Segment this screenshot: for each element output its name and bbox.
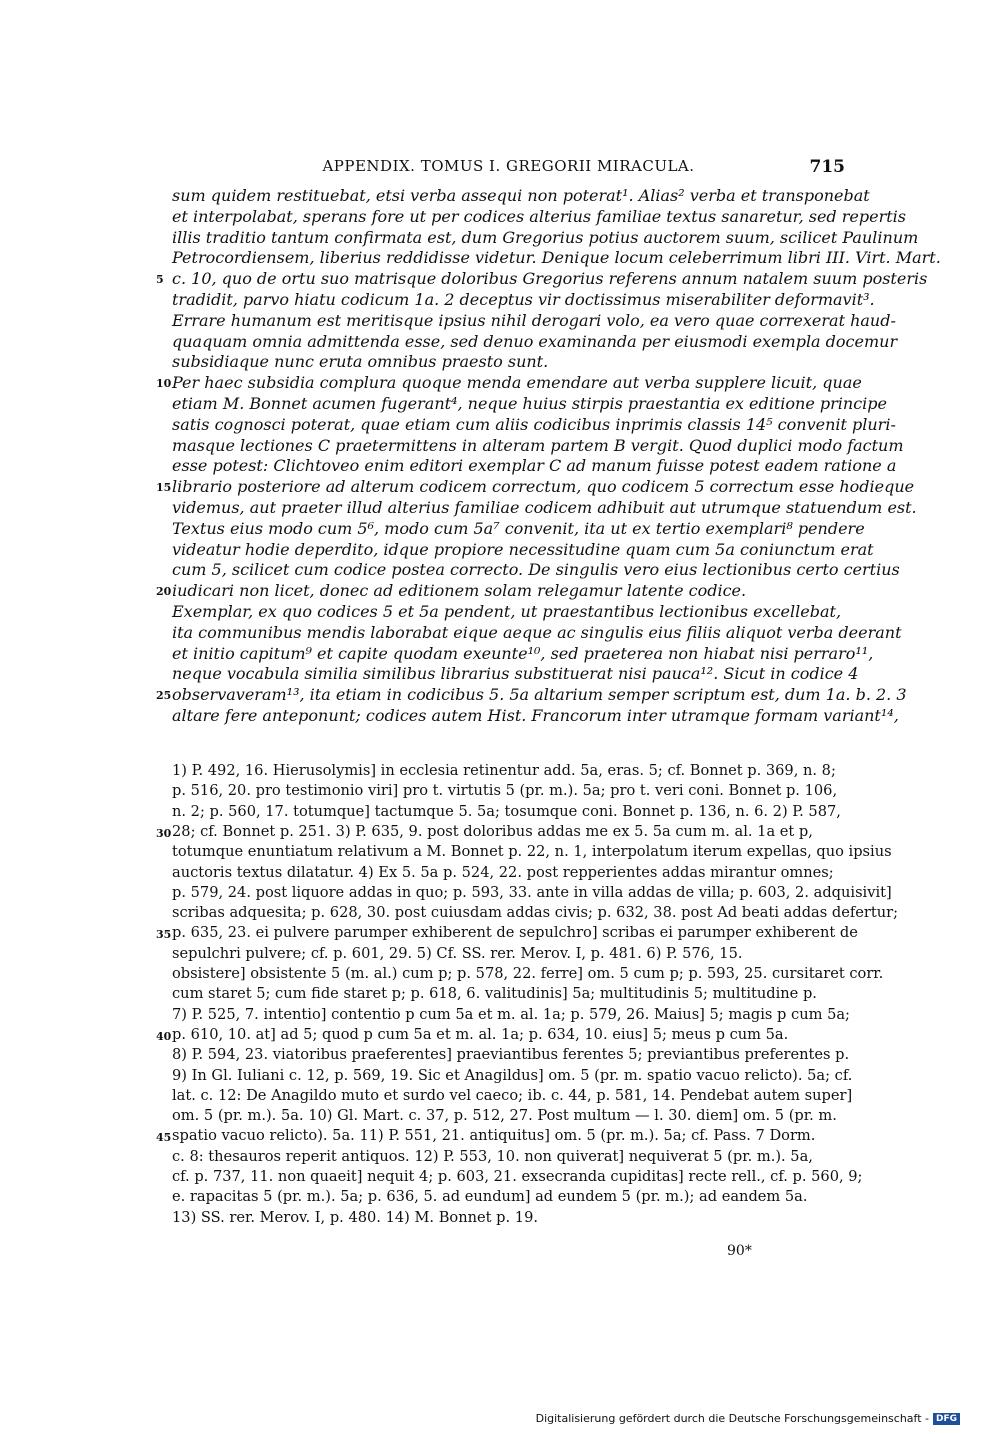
footnote-line: e. rapacitas 5 (pr. m.). 5a; p. 636, 5. ad eundum] ad eundem 5 (pr. m.); ad eandem 5a. [172, 1188, 808, 1206]
body-line: videmus, aut praeter illud alterius familiae codicem adhibuit aut utrumque statuendum est. [172, 498, 917, 517]
dfg-logo: DFG [933, 1413, 960, 1425]
body-line: librario posteriore ad alterum codicem correctum, quo codicem 5 correctum esse hodieque [172, 477, 915, 497]
body-line: iudicari non licet, donec ad editionem solam relegamur latente codice. [172, 581, 747, 601]
footnote-line: cum staret 5; cum fide staret p; p. 618, 6. valitudinis] 5a; multitudinis 5; multitudine p. [172, 985, 817, 1003]
body-line: Petrocordiensem, liberius reddidisse videtur. Denique locum celeberrimum libri III. Virt. Mart. [172, 248, 941, 268]
line-number: 35 [156, 928, 172, 942]
line-number: 40 [156, 1029, 172, 1043]
footnote-line: p. 635, 23. ei pulvere parumper exhiberent de sepulchro] scribas ei parumper exhiberent de [172, 924, 858, 942]
body-line: et initio capitum⁹ et capite quodam exeunte¹⁰, sed praeterea non hiabat nisi perraro¹¹, [172, 643, 874, 663]
footnote-line: 7) P. 525, 7. intentio] contentio p cum 5a et m. al. 1a; p. 579, 26. Maius] 5; magis p cum 5a; [172, 1005, 850, 1023]
footnote-line: obsistere] obsistente 5 (m. al.) cum p; p. 578, 22. ferre] om. 5 cum p; p. 593, 25. cursitaret corr. [172, 965, 884, 982]
footnote-line: 1) P. 492, 16. Hierusolymis] in ecclesia retinentur add. 5a, eras. 5; cf. Bonnet p. 369, n. 8; [172, 762, 836, 779]
body-line: masque lectiones C praetermittens in alteram partem B vergit. Quod duplici modo factum [172, 435, 904, 455]
running-header [172, 157, 845, 181]
body-line: Errare humanum est meritisque ipsius nihil derogari volo, ea vero quae correxerat haud- [172, 310, 896, 330]
line-number: 45 [156, 1131, 172, 1145]
signature-mark: 90* [727, 1243, 752, 1259]
header-title: APPENDIX. TOMUS I. GREGORII MIRACULA. [322, 157, 695, 175]
line-number: 10 [156, 377, 172, 391]
line-number: 5 [156, 273, 164, 287]
body-line: etiam M. Bonnet acumen fugerant⁴, neque huius stirpis praestantia ex editione principe [172, 394, 887, 413]
footer-text: Digitalisierung gefördert durch die Deutsche Forschungsgemeinschaft - [535, 1412, 929, 1425]
body-line: sum quidem restituebat, etsi verba assequi non poterat¹. Alias² verba et transponebat [172, 186, 870, 205]
footnote-line: lat. c. 12: De Anagildo muto et surdo vel caeco; ib. c. 44, p. 581, 14. Pendebat autem super] [172, 1086, 853, 1104]
line-number: 20 [156, 585, 172, 599]
footnote-line: 28; cf. Bonnet p. 251. 3) P. 635, 9. post doloribus addas me ex 5. 5a cum m. al. 1a et p, [172, 822, 813, 840]
body-line: esse potest: Clichtoveo enim editori exemplar C ad manum fuisse potest eadem ratione a [172, 456, 897, 476]
footnote-line: p. 610, 10. at] ad 5; quod p cum 5a et m. al. 1a; p. 634, 10. eius] 5; meus p cum 5a. [172, 1025, 789, 1043]
footnote-line: p. 516, 20. pro testimonio viri] pro t. virtutis 5 (pr. m.). 5a; pro t. veri coni. Bonnet p. 106, [172, 782, 838, 800]
body-line: et interpolabat, sperans fore ut per codices alterius familiae textus sanaretur, sed repertis [172, 206, 906, 226]
body-line: cum 5, scilicet cum codice postea correcto. De singulis vero eius lectionibus certo certius [172, 560, 900, 580]
page-number: 715 [809, 157, 845, 177]
footer-credit [536, 1412, 960, 1425]
body-line: c. 10, quo de ortu suo matrisque doloribus Gregorius referens annum natalem suum posteris [172, 269, 928, 289]
body-line: subsidiaque nunc eruta omnibus praesto sunt. [172, 352, 549, 372]
line-number: 15 [156, 481, 172, 495]
footnote-line: om. 5 (pr. m.). 5a. 10) Gl. Mart. c. 37, p. 512, 27. Post multum — l. 30. diem] om. 5 (pr. m. [172, 1107, 837, 1125]
footnote-line: 9) In Gl. Iuliani c. 12, p. 569, 19. Sic et Anagildus] om. 5 (pr. m. spatio vacuo relicto). 5a; cf. [172, 1066, 853, 1084]
body-line: satis cognosci poterat, quae etiam cum aliis codicibus inprimis classis 14⁵ convenit pluri- [172, 414, 896, 434]
footnote-line: scribas adquesita; p. 628, 30. post cuiusdam addas civis; p. 632, 38. post Ad beati addas defertur; [172, 904, 899, 922]
body-line: tradidit, parvo hiatu codicum 1a. 2 deceptus vir doctissimus miserabiliter deformavit³. [172, 290, 875, 309]
footnote-line: totumque enuntiatum relativum a M. Bonnet p. 22, n. 1, interpolatum iterum expellas, quo ipsius [172, 843, 892, 861]
body-line: Per haec subsidia complura quoque menda emendare aut verba supplere licuit, quae [172, 373, 862, 393]
footnote-line: cf. p. 737, 11. non quaeit] nequit 4; p. 603, 21. exsecranda cupiditas] recte rell., cf. p. 560, 9; [172, 1168, 863, 1185]
body-line: ita communibus mendis laborabat eique aeque ac singulis eius filiis aliquot verba deerant [172, 622, 902, 642]
body-line: quaquam omnia admittenda esse, sed denuo examinanda per eiusmodi exempla docemur [172, 331, 898, 351]
footnote-line: auctoris textus dilatatur. 4) Ex 5. 5a p. 524, 22. post repperientes addas mirantur omnes; [172, 863, 834, 881]
body-line: Exemplar, ex quo codices 5 et 5a pendent, ut praestantibus lectionibus excellebat, [172, 602, 842, 621]
footnote-line: 8) P. 594, 23. viatoribus praeferentes] praeviantibus ferentes 5; previantibus preferentes p. [172, 1046, 850, 1064]
footnote-line: spatio vacuo relicto). 5a. 11) P. 551, 21. antiquitus] om. 5 (pr. m.). 5a; cf. Pass. 7 Dorm. [172, 1127, 816, 1145]
line-number: 30 [156, 826, 172, 840]
body-line: illis traditio tantum confirmata est, dum Gregorius potius auctorem suum, scilicet Paulinum [172, 227, 919, 247]
footnote-line: 13) SS. rer. Merov. I, p. 480. 14) M. Bonnet p. 19. [172, 1208, 538, 1226]
body-line: altare fere anteponunt; codices autem Hist. Francorum inter utramque formam variant¹⁴, [172, 706, 899, 725]
line-number: 25 [156, 689, 172, 703]
footnote-line: n. 2; p. 560, 17. totumque] tactumque 5. 5a; tosumque coni. Bonnet p. 136, n. 6. 2) P. 587, [172, 802, 841, 820]
body-line: neque vocabula similia similibus librarius substituerat nisi pauca¹². Sicut in codice 4 [172, 664, 859, 684]
footnote-line: p. 579, 24. post liquore addas in quo; p. 593, 33. ante in villa addas de villa; p. 603, 2. adquisivit] [172, 883, 892, 901]
body-line: videatur hodie deperdito, idque propiore necessitudine quam cum 5a coniunctum erat [172, 539, 874, 559]
footnote-line: c. 8: thesauros reperit antiquos. 12) P. 553, 10. non quiverat] nequiverat 5 (pr. m.). 5a, [172, 1147, 813, 1165]
footnote-line: sepulchri pulvere; cf. p. 601, 29. 5) Cf. SS. rer. Merov. I, p. 481. 6) P. 576, 15. [172, 944, 743, 962]
body-line: observaveram¹³, ita etiam in codicibus 5. 5a altarium semper scriptum est, dum 1a. b. 2. 3 [172, 685, 907, 705]
body-line: Textus eius modo cum 5⁶, modo cum 5a⁷ convenit, ita ut ex tertio exemplari⁸ pendere [172, 518, 865, 538]
